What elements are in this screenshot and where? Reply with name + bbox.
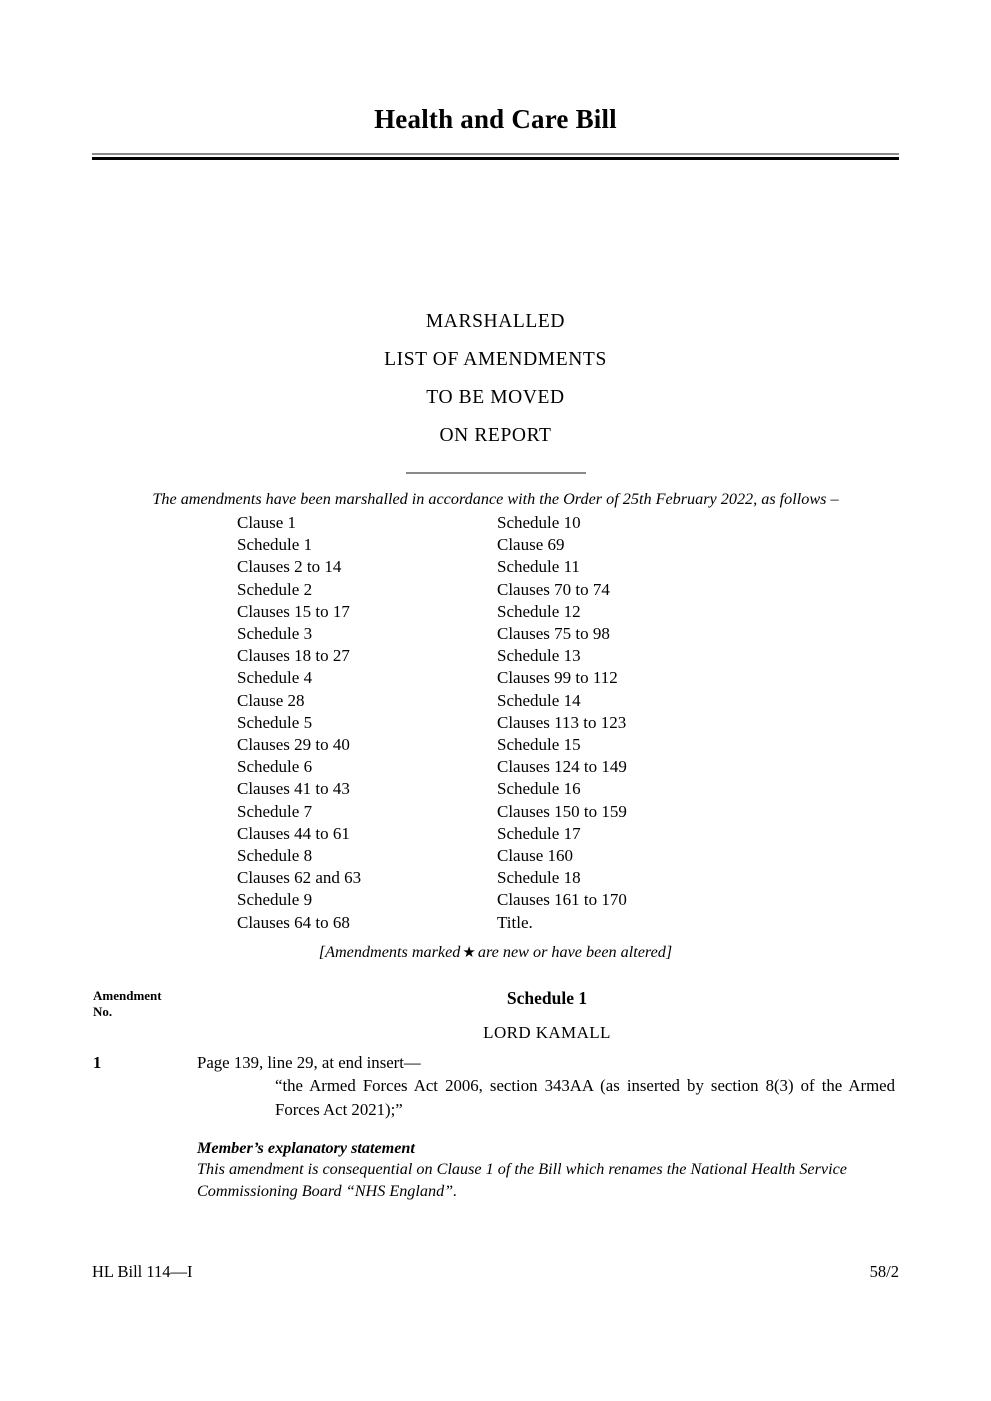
heading-line-marshalled: MARSHALLED [425,311,566,332]
clause-list-item: Title. [497,912,533,932]
page-reference: 58/2 [869,1262,899,1281]
clause-list-item: Schedule 18 [497,868,581,888]
clause-list-item: Schedule 2 [237,579,313,599]
explanatory-statement-title: Member’s explanatory statement [197,1139,415,1157]
star-note-prefix: [Amendments marked [318,943,461,961]
page-footer [92,1262,899,1282]
clause-list-item: Clauses 2 to 14 [237,557,342,577]
heading-line-on-report: ON REPORT [439,425,552,446]
amendment-sponsor: LORD KAMALL [483,1023,611,1042]
clause-order-list [237,512,757,934]
clause-list-item: Clauses 124 to 149 [497,757,627,777]
clause-list-item: Clauses 161 to 170 [497,890,627,910]
clause-list-item: Schedule 1 [237,535,313,555]
bill-reference: HL Bill 114—I [92,1262,193,1281]
amendment-label-line-2: No. [93,1003,113,1019]
clause-list-item: Schedule 11 [497,557,580,577]
clause-list-item: Clauses 150 to 159 [497,801,627,821]
clause-list-item: Schedule 3 [237,624,313,644]
document-heading-block [92,303,899,474]
clause-list-item: Clauses 18 to 27 [237,646,350,666]
clause-list-item: Schedule 15 [497,735,581,755]
amendment-number: 1 [93,1053,102,1072]
amendment-instruction: Page 139, line 29, at end insert— [197,1053,421,1072]
clause-list-item: Clauses 113 to 123 [497,712,627,732]
clause-list-item: Schedule 4 [237,668,313,688]
clause-list-item: Schedule 6 [237,757,313,777]
clause-list-item: Clause 28 [237,690,305,710]
star-icon: ★ [462,945,476,961]
clause-list-item: Clause 160 [497,846,574,866]
masthead [92,105,899,160]
amendment-quote-paragraph: “the Armed Forces Act 2006, section 343AA (as inserted by section 8(3) of the Armed Forces Act 2021);” [275,1076,895,1119]
clause-list-item: Clauses 64 to 68 [237,912,350,932]
clause-list-item: Clauses 41 to 43 [237,779,350,799]
clause-list-item: Clauses 29 to 40 [237,735,350,755]
clause-list-right-column [497,512,757,934]
amendment-label-line-1: Amendment [93,988,162,1003]
explanatory-statement-body: This amendment is consequential on Clause 1 of the Bill which renames the National Health Service Commissioning Board “NHS England”. [197,1160,847,1200]
clause-list-item: Schedule 14 [497,690,581,710]
clause-list-item: Schedule 17 [497,823,581,843]
star-note-suffix: are new or have been altered] [477,943,673,961]
clause-list-item: Schedule 5 [237,712,313,732]
clause-list-item: Schedule 9 [237,890,313,910]
header-rule-thin [92,153,899,155]
clause-list-item: Clause 69 [497,535,565,555]
clause-list-item: Clauses 70 to 74 [497,579,610,599]
heading-divider-rule [406,472,586,474]
clause-list-item: Clauses 44 to 61 [237,823,350,843]
header-rule-thick [92,157,899,160]
clause-list-left-column [237,512,497,934]
clause-list-item: Schedule 12 [497,601,581,621]
heading-line-list-of-amendments: LIST OF AMENDMENTS [384,349,607,370]
new-or-altered-note [92,943,899,962]
clause-list-item: Schedule 16 [497,779,581,799]
clause-list-item: Schedule 7 [237,801,313,821]
clause-list-item: Schedule 10 [497,513,581,532]
clause-list-item: Clause 1 [237,513,297,532]
clause-list-item: Schedule 8 [237,846,313,866]
clause-list-item: Schedule 13 [497,646,581,666]
heading-line-to-be-moved: TO BE MOVED [426,387,565,408]
clause-list-item: Clauses 75 to 98 [497,624,610,644]
amendment-quoted-text [275,1074,895,1122]
clause-list-item: Clauses 99 to 112 [497,668,618,688]
clause-list-item: Clauses 62 and 63 [237,868,362,888]
clause-list-item: Clauses 15 to 17 [237,601,350,621]
marshalling-note: The amendments have been marshalled in accordance with the Order of 25th February 2022, as follows – [152,490,839,508]
page-title: Health and Care Bill [374,104,617,134]
schedule-heading: Schedule 1 [506,988,588,1008]
amendment-number-column-label [93,988,213,1019]
